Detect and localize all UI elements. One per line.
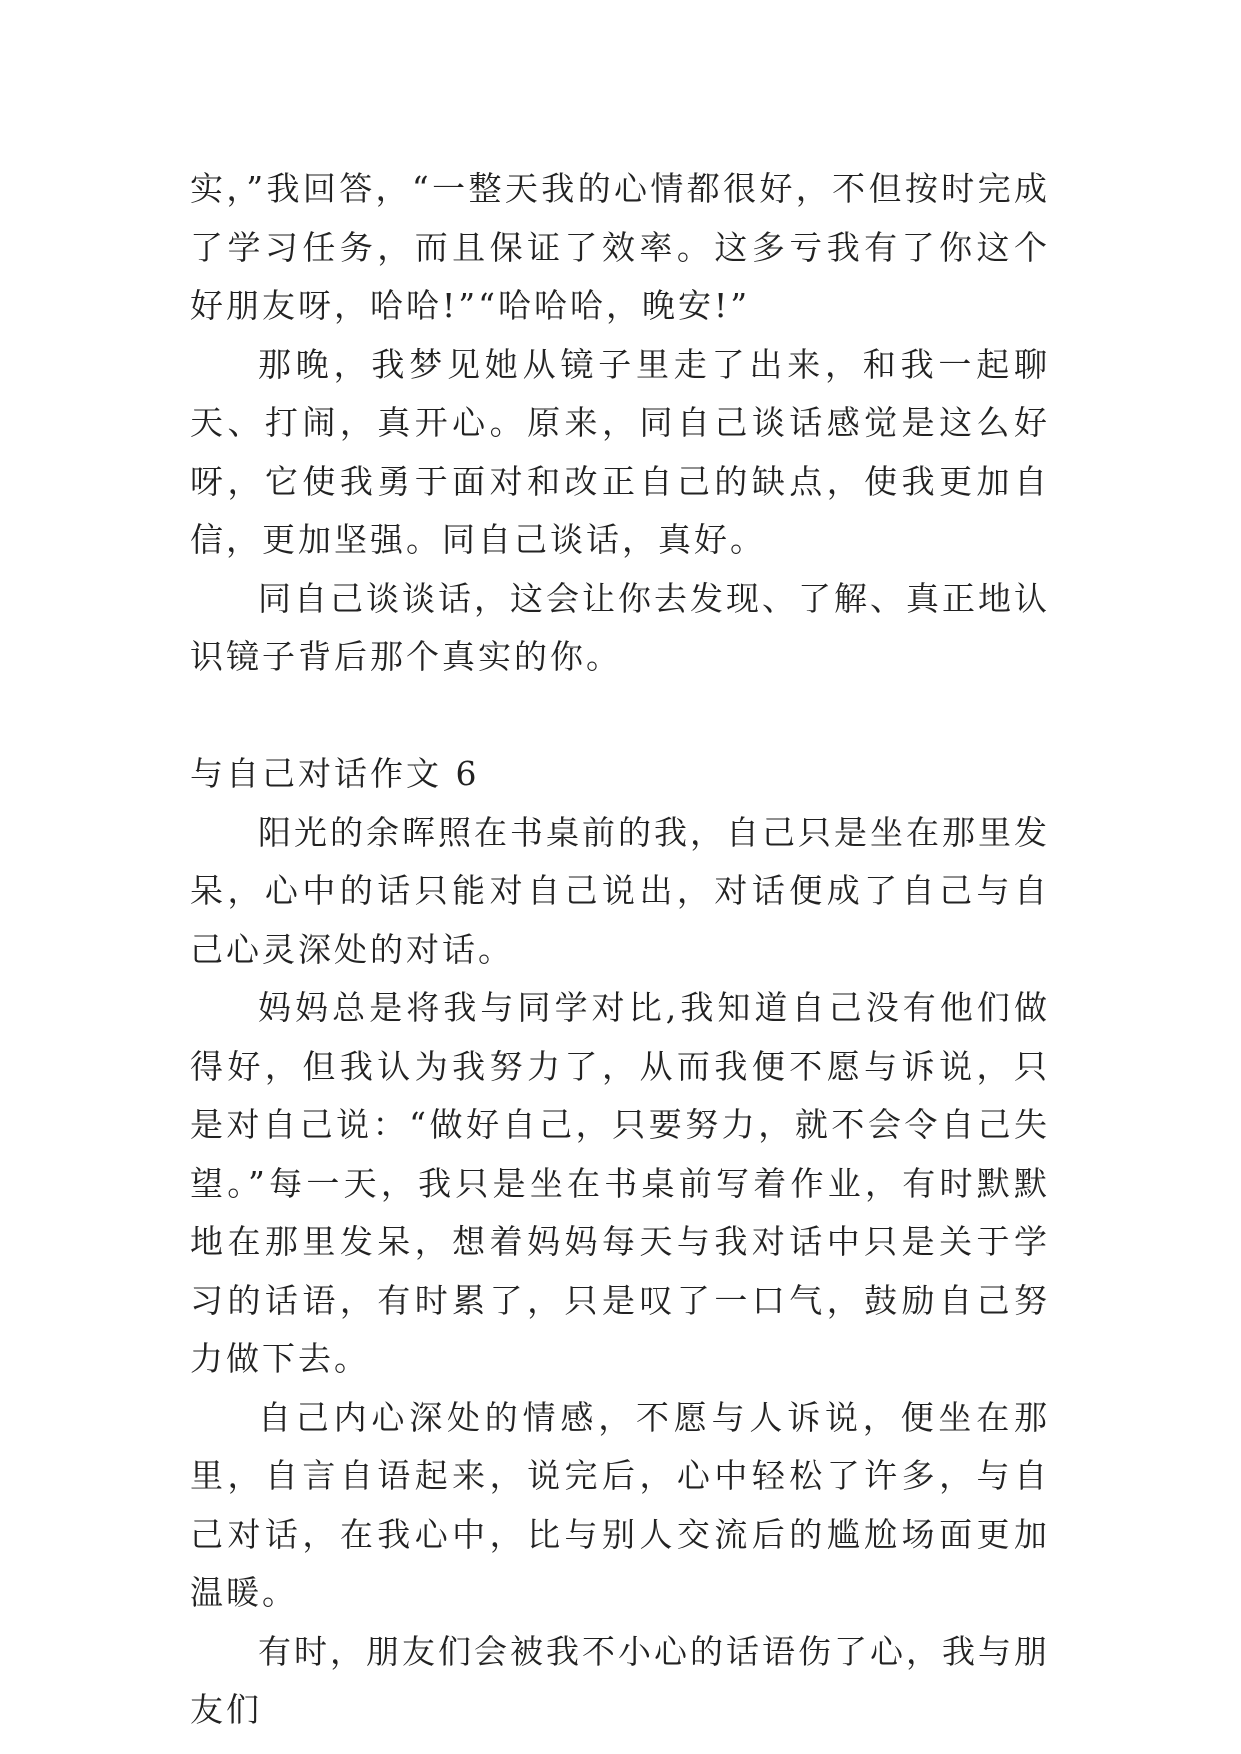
paragraph-dream: 那晚，我梦见她从镜子里走了出来，和我一起聊天、打闹，真开心。原来，同自己谈话感觉是这么好呀，它使我勇于面对和改正自己的缺点，使我更加自信，更加坚强。同自己谈话，真好。: [190, 344, 1050, 559]
section-spacer: [190, 687, 1050, 746]
paragraph-conclusion: 同自己谈谈话，这会让你去发现、了解、真正地认识镜子背后那个真实的你。: [190, 578, 1050, 676]
paragraph-feelings: 自己内心深处的情感，不愿与人诉说，便坐在那里，自言自语起来，说完后，心中轻松了许多，与自己对话，在我心中，比与别人交流后的尴尬场面更加温暖。: [190, 1397, 1050, 1612]
section-title: 与自己对话作文 6: [190, 754, 480, 793]
paragraph-continuation: 实，”我回答，“一整天我的心情都很好，不但按时完成了学习任务，而且保证了效率。这多亏我有了你这个好朋友呀，哈哈!”“哈哈哈，晚安!”: [190, 169, 1050, 325]
paragraph-friends: 有时，朋友们会被我不小心的话语伤了心，我与朋友们: [190, 1631, 1050, 1729]
paragraph-mother: 妈妈总是将我与同学对比,我知道自己没有他们做得好，但我认为我努力了，从而我便不愿与诉说，只是对自己说：“做好自己，只要努力，就不会令自己失望。”每一天，我只是坐在书桌前写着作业，有时默默地在那里发呆，想着妈妈每天与我对话中只是关于学习的话语，有时累了，只是叹了一口气，鼓励自己努力做下去。: [190, 988, 1050, 1378]
document-body: [190, 160, 1050, 1740]
paragraph-sunset: 阳光的余晖照在书桌前的我，自己只是坐在那里发呆，心中的话只能对自己说出，对话便成了自己与自己心灵深处的对话。: [190, 812, 1050, 969]
